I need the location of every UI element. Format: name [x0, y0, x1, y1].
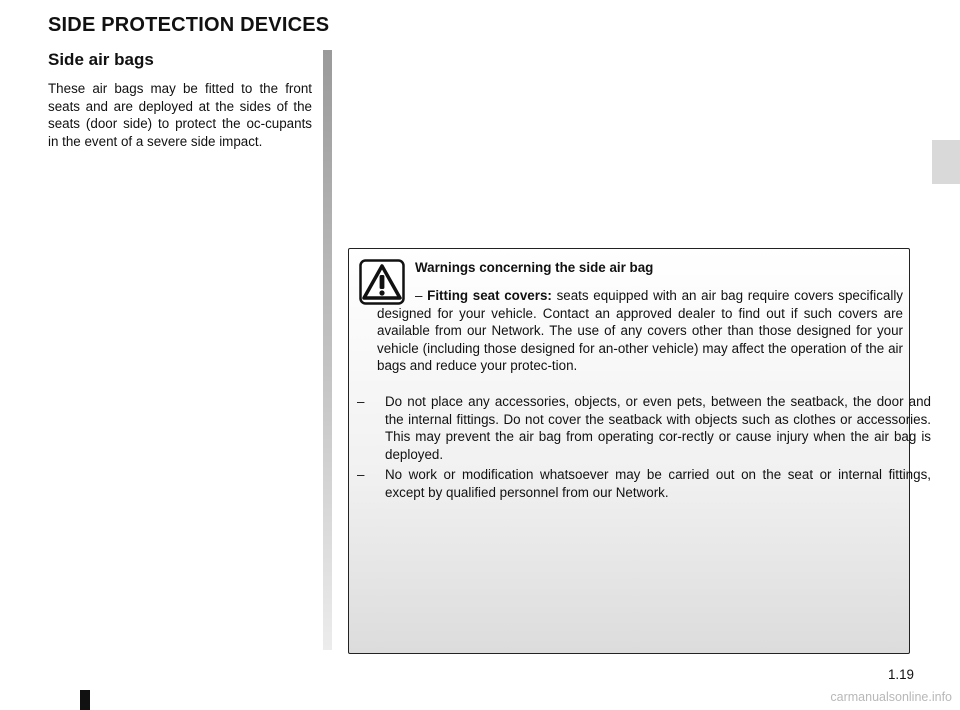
warning-item — [357, 466, 931, 501]
warning-dash: – — [357, 467, 365, 482]
warning-heading: Warnings concerning the side air bag — [415, 260, 654, 275]
chapter-tab — [932, 140, 960, 184]
page-title: SIDE PROTECTION DEVICES — [48, 14, 330, 36]
warning-item-text: No work or modification whatsoever may be carried out on the seat or internal fittings, except by qualified personnel from our Network. — [385, 467, 931, 500]
warning-box — [348, 248, 931, 654]
page-number: 1.19 — [887, 667, 914, 682]
watermark: carmanualsonline.info — [830, 690, 952, 704]
warning-dash: – — [357, 394, 365, 409]
warning-dash: – — [415, 288, 423, 303]
warning-item-text: Do not place any accessories, objects, or even pets, between the seatback, the door and the internal fittings. Do not cover the seatback with objects such as clothes or accessories. This may prevent the air bag from operating cor-rectly or cause injury when the air bag is deployed. — [385, 394, 931, 462]
column-divider — [323, 50, 332, 650]
warning-item-text: seats equipped with an air bag require covers specifically designed for your vehicle. Contact an approved dealer to find out if such covers are available from our Network. The use of any covers other than those designed for your vehicle (including those designed for an-other vehicle) may affect the operation of the air bags and reduce your protec-tion. — [377, 288, 903, 373]
warning-item — [357, 393, 931, 463]
intro-paragraph: These air bags may be fitted to the front seats and are deployed at the sides of the seats (door side) to protect the oc-cupants in the event of a severe side impact. — [48, 81, 312, 149]
warning-item — [377, 287, 903, 375]
corner-mark — [80, 690, 90, 710]
section-title: Side air bags — [48, 50, 154, 69]
warning-item-label: Fitting seat covers: — [427, 288, 552, 303]
